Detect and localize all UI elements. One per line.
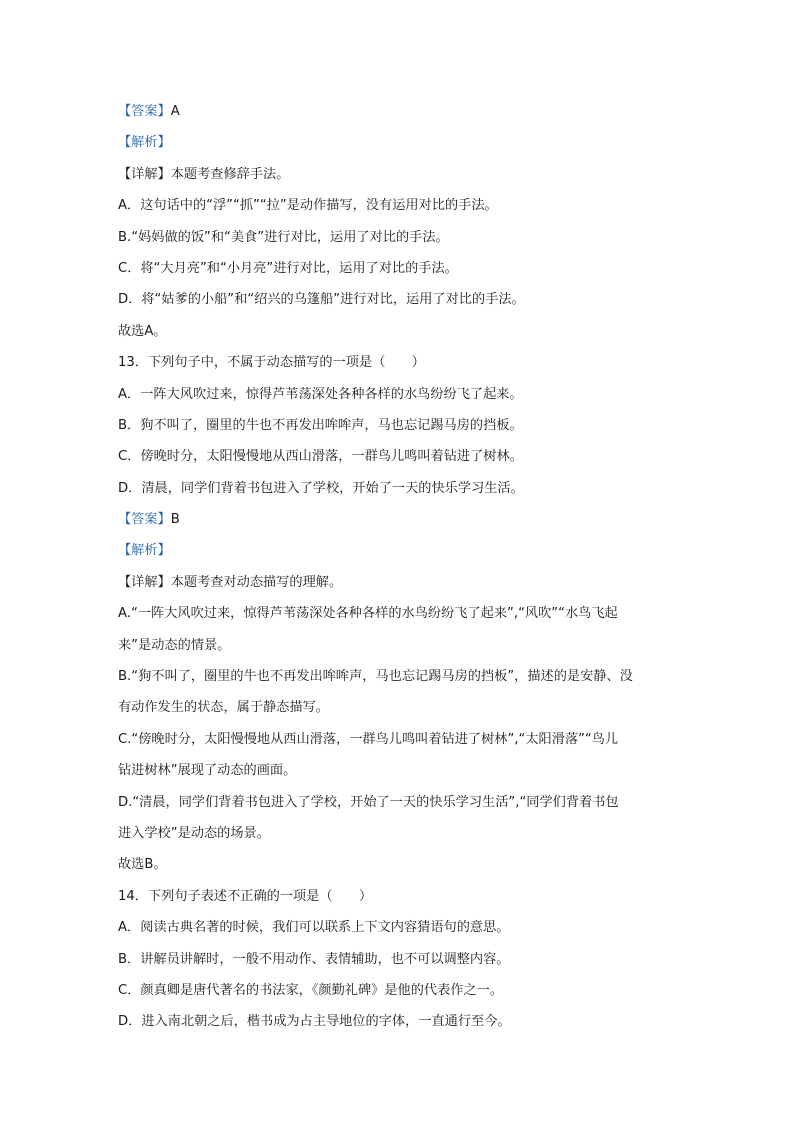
analysis-tag: 【解析】 [118, 135, 171, 151]
conclusion-line: 故选B。 [118, 857, 167, 873]
explanation-line: C.“傍晚时分，太阳慢慢地从西山滑落，一群鸟儿鸣叫着钻进了树林”,“太阳滑落”“鸟儿 [118, 731, 619, 747]
document-page [118, 96, 678, 1038]
answer-value: A [170, 104, 180, 119]
analysis-tag: 【解析】 [118, 543, 171, 559]
explanation-line: 来”是动态的情景。 [118, 637, 231, 653]
option-b: B．狗不叫了，圈里的牛也不再发出哞哞声，马也忘记踢马房的挡板。 [118, 417, 523, 433]
explanation-line: D．将“姑爹的小船”和“绍兴的乌篷船”进行对比，运用了对比的手法。 [118, 292, 525, 308]
explanation-line: 进入学校”是动态的场景。 [118, 825, 270, 841]
explanation-line: A．这句话中的“浮”“抓”“拉”是动作描写，没有运用对比的手法。 [118, 198, 498, 214]
answer-tag: 【答案】 [118, 104, 171, 119]
answer-value: B [170, 512, 180, 528]
explanation-line: 钻进树林”展现了动态的画面。 [118, 763, 297, 779]
option-c: C．颜真卿是唐代著名的书法家，《颜勤礼碑》是他的代表作之一。 [118, 982, 504, 998]
question-stem: 14．下列句子表述不正确的一项是（ ） [118, 888, 373, 904]
option-a: A．阅读古典名著的时候，我们可以联系上下文内容猜语句的意思。 [118, 920, 510, 936]
answer-tag: 【答案】 [118, 512, 171, 528]
option-a: A．一阵大风吹过来，惊得芦苇荡深处各种各样的水鸟纷纷飞了起来。 [118, 386, 523, 402]
detail-tag: 【详解】 [118, 166, 171, 182]
conclusion-line: 故选A。 [118, 323, 167, 339]
option-b: B．讲解员讲解时，一般不用动作、表情辅助，也不可以调整内容。 [118, 951, 510, 967]
detail-tag: 【详解】 [118, 574, 171, 590]
explanation-line: C．将“大月亮”和“小月亮”进行对比，运用了对比的手法。 [118, 260, 458, 276]
detail-text: 本题考查对动态描写的理解。 [170, 574, 343, 590]
option-d: D．清晨，同学们背着书包进入了学校，开始了一天的快乐学习生活。 [118, 480, 524, 496]
answer-line [118, 504, 678, 535]
option-d: D．进入南北朝之后，楷书成为占主导地位的字体，一直通行至今。 [118, 1014, 511, 1030]
explanation-line: 有动作发生的状态，属于静态描写。 [118, 700, 329, 716]
detail-text: 本题考查修辞手法。 [170, 166, 290, 182]
explanation-line: D.“清晨，同学们背着书包进入了学校，开始了一天的快乐学习生活”,“同学们背着书包 [118, 794, 619, 810]
explanation-line: A.“一阵大风吹过来，惊得芦苇荡深处各种各样的水鸟纷纷飞了起来”,“风吹”“水鸟飞起 [118, 606, 618, 622]
question-stem: 13．下列句子中，不属于动态描写的一项是（ ） [118, 355, 425, 371]
explanation-line: B.“妈妈做的饭”和“美食”进行对比，运用了对比的手法。 [118, 229, 449, 245]
explanation-line: B.“狗不叫了，圈里的牛也不再发出哞哞声，马也忘记踢马房的挡板”，描述的是安静、没 [118, 669, 633, 685]
answer-line [118, 96, 678, 127]
option-c: C．傍晚时分，太阳慢慢地从西山滑落，一群鸟儿鸣叫着钻进了树林。 [118, 449, 523, 465]
detail-line [118, 567, 678, 598]
detail-line [118, 159, 678, 190]
